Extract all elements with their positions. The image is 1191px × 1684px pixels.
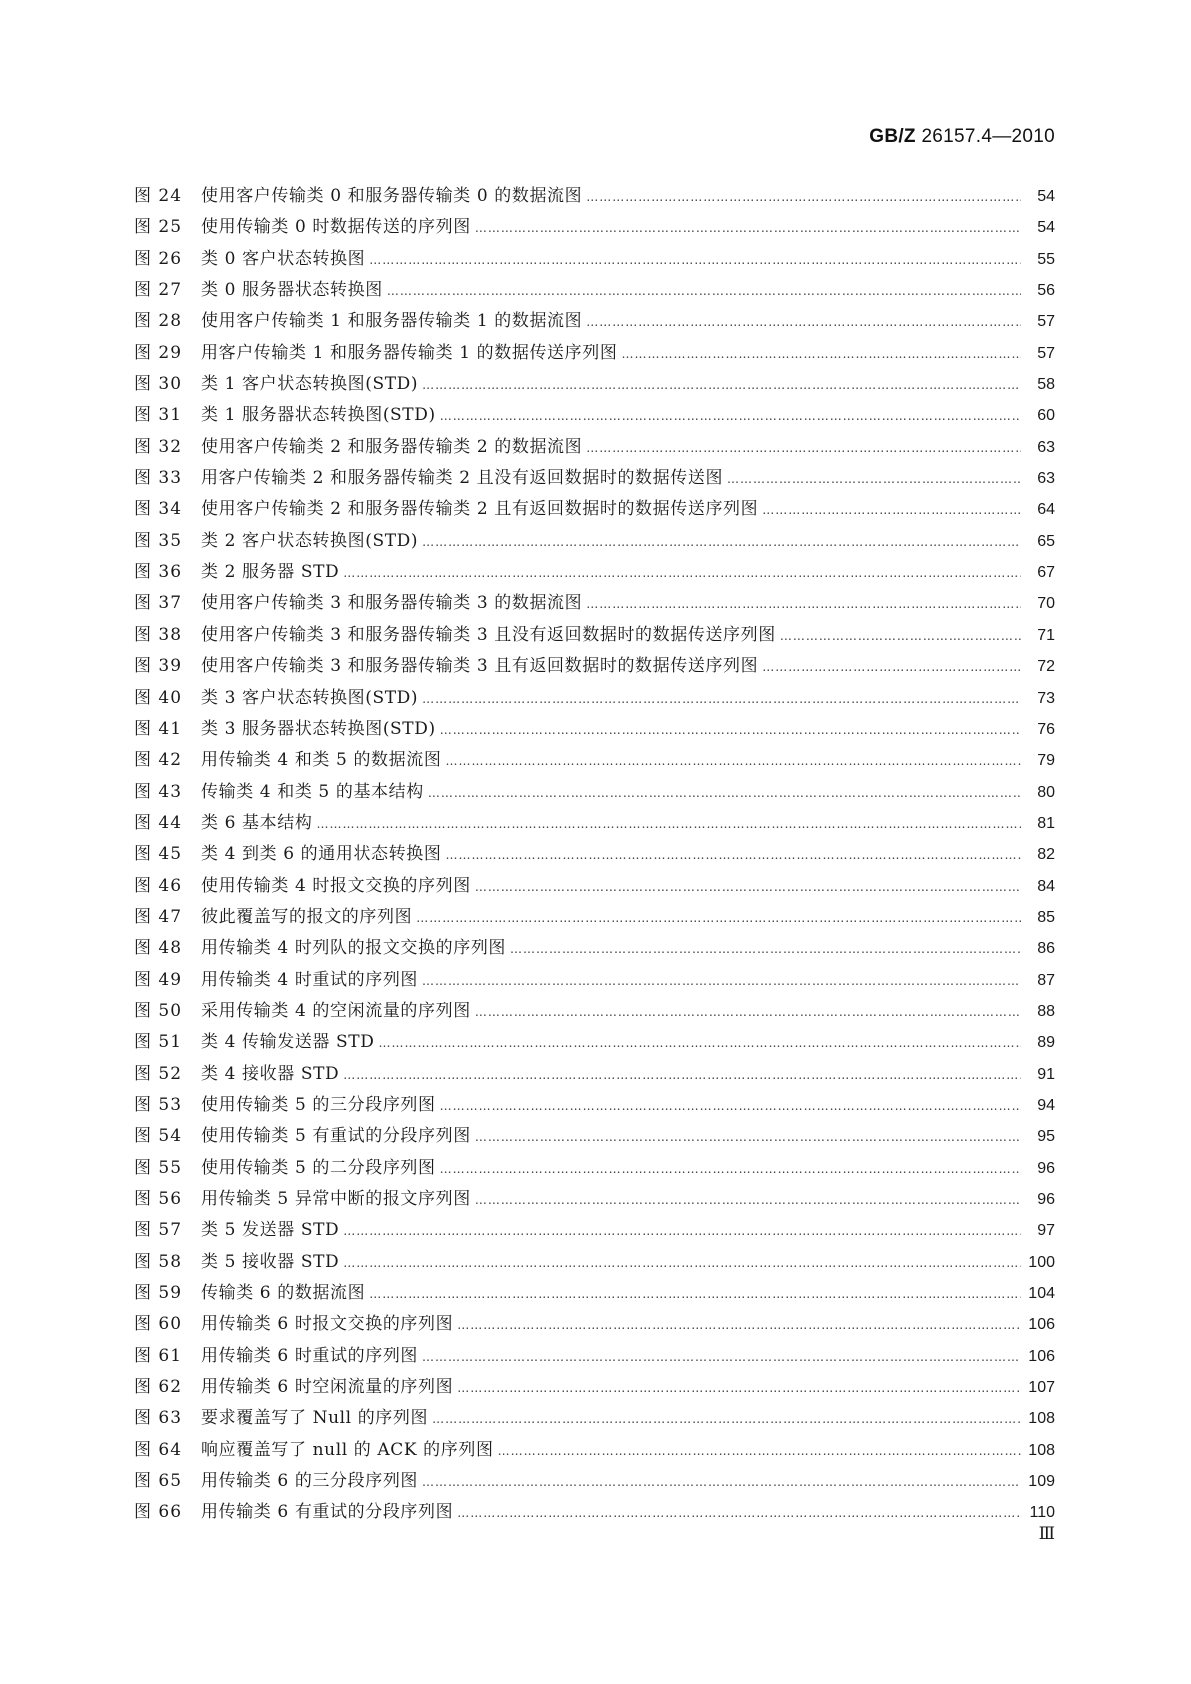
toc-entry[interactable] <box>134 933 1055 964</box>
page-number: 96 <box>1037 1159 1055 1177</box>
figure-title: 用客户传输类 1 和服务器传输类 1 的数据传送序列图 <box>201 342 618 363</box>
page-number: 71 <box>1037 626 1055 644</box>
leader-dots <box>432 1404 1021 1435</box>
figure-number: 图 30 <box>134 374 183 395</box>
leader-dots <box>457 1310 1021 1341</box>
leader-dots <box>422 1342 1021 1373</box>
leader-dots <box>440 1154 1021 1185</box>
standard-prefix: GB/Z <box>869 126 916 147</box>
leader-dots <box>475 997 1021 1028</box>
figure-title: 用传输类 4 和类 5 的数据流图 <box>201 750 442 771</box>
figure-number: 图 24 <box>134 186 183 206</box>
page-number: 76 <box>1037 720 1055 738</box>
toc-entry[interactable] <box>134 902 1055 933</box>
figure-number: 图 66 <box>134 1502 183 1523</box>
toc-entry[interactable] <box>134 683 1055 714</box>
figure-title: 使用客户传输类 2 和服务器传输类 2 的数据流图 <box>201 436 583 457</box>
figure-title: 用传输类 5 异常中断的报文序列图 <box>201 1189 471 1209</box>
page-number: 70 <box>1037 595 1055 613</box>
figure-number: 图 61 <box>134 1345 183 1366</box>
figure-number: 图 32 <box>134 436 183 457</box>
toc-entry[interactable] <box>134 1059 1055 1090</box>
page-number: 109 <box>1028 1473 1055 1491</box>
toc-entry[interactable] <box>134 996 1055 1027</box>
figure-title: 类 0 客户状态转换图 <box>201 248 366 269</box>
page-number: 106 <box>1028 1347 1055 1365</box>
figure-title: 类 2 客户状态转换图(STD) <box>201 530 419 551</box>
standard-code <box>869 126 1055 148</box>
figure-title: 类 0 服务器状态转换图 <box>201 280 383 301</box>
page-number: 85 <box>1037 908 1055 926</box>
figure-number: 图 53 <box>134 1094 183 1115</box>
figure-number: 图 27 <box>134 280 183 301</box>
page-number: 86 <box>1037 940 1055 958</box>
leader-dots <box>428 778 1021 809</box>
leader-dots <box>387 276 1021 307</box>
figure-title: 使用客户传输类 0 和服务器传输类 0 的数据流图 <box>201 186 583 206</box>
toc-entry[interactable] <box>134 526 1055 557</box>
toc-entry[interactable] <box>134 338 1055 369</box>
figure-title: 用传输类 6 时重试的序列图 <box>201 1345 419 1366</box>
page-number: 57 <box>1037 313 1055 331</box>
page-number: 100 <box>1028 1253 1055 1271</box>
figure-number: 图 62 <box>134 1377 183 1398</box>
figure-number: 图 43 <box>134 781 183 802</box>
page-number: 57 <box>1037 344 1055 362</box>
page-number: 108 <box>1028 1441 1055 1459</box>
leader-dots <box>457 1373 1021 1404</box>
figure-title: 使用客户传输类 3 和服务器传输类 3 且有返回数据时的数据传送序列图 <box>201 656 759 677</box>
figure-number: 图 26 <box>134 248 183 269</box>
figure-number: 图 38 <box>134 624 183 645</box>
figure-title: 使用传输类 5 的三分段序列图 <box>201 1094 436 1115</box>
figure-number: 图 34 <box>134 499 183 520</box>
figure-title: 传输类 4 和类 5 的基本结构 <box>201 781 424 802</box>
figure-title: 使用客户传输类 2 和服务器传输类 2 且有返回数据时的数据传送序列图 <box>201 499 759 520</box>
page-number: 89 <box>1037 1034 1055 1052</box>
toc-entry[interactable] <box>134 651 1055 682</box>
toc-entry[interactable] <box>134 1184 1055 1215</box>
leader-dots <box>445 840 1021 871</box>
leader-dots <box>445 746 1021 777</box>
toc-entry[interactable] <box>134 588 1055 619</box>
figure-number: 图 33 <box>134 468 183 489</box>
figure-title: 类 3 客户状态转换图(STD) <box>201 687 419 708</box>
page-number: 95 <box>1037 1128 1055 1146</box>
figure-title: 类 5 接收器 STD <box>201 1251 340 1272</box>
toc-entry[interactable] <box>134 306 1055 337</box>
page-number-roman: Ⅲ <box>1038 1524 1055 1543</box>
figure-number: 图 51 <box>134 1032 183 1053</box>
leader-dots <box>316 809 1021 840</box>
toc-entry[interactable] <box>134 714 1055 745</box>
figure-number: 图 65 <box>134 1471 183 1492</box>
figure-number: 图 57 <box>134 1220 183 1241</box>
figure-number: 图 49 <box>134 969 183 990</box>
figure-number: 图 55 <box>134 1157 183 1178</box>
page-number: 65 <box>1037 532 1055 550</box>
leader-dots <box>378 1028 1021 1059</box>
figure-number: 图 28 <box>134 311 183 332</box>
figure-title: 使用传输类 5 的二分段序列图 <box>201 1157 436 1178</box>
leader-dots <box>440 1091 1021 1122</box>
figure-title: 彼此覆盖写的报文的序列图 <box>201 906 413 927</box>
page-number: 106 <box>1028 1316 1055 1334</box>
figure-number: 图 63 <box>134 1408 183 1429</box>
page-number: 60 <box>1037 407 1055 425</box>
figure-number: 图 37 <box>134 593 183 614</box>
figure-title: 类 2 服务器 STD <box>201 562 340 583</box>
figure-title: 用传输类 6 时空闲流量的序列图 <box>201 1377 454 1398</box>
page-number: 54 <box>1037 219 1055 237</box>
table-of-figures <box>134 181 1055 1529</box>
toc-entry[interactable] <box>134 1466 1055 1497</box>
leader-dots <box>475 1122 1021 1153</box>
toc-entry[interactable] <box>134 1497 1055 1528</box>
figure-title: 要求覆盖写了 Null 的序列图 <box>201 1408 429 1429</box>
figure-title: 类 4 到类 6 的通用状态转换图 <box>201 844 442 865</box>
toc-entry[interactable] <box>134 1153 1055 1184</box>
figure-title: 传输类 6 的数据流图 <box>201 1283 366 1304</box>
toc-entry[interactable] <box>134 1309 1055 1340</box>
toc-entry[interactable] <box>134 1435 1055 1466</box>
leader-dots <box>727 464 1021 495</box>
page-number: 107 <box>1028 1379 1055 1397</box>
figure-title: 使用客户传输类 1 和服务器传输类 1 的数据流图 <box>201 311 583 332</box>
figure-title: 类 4 传输发送器 STD <box>201 1032 375 1053</box>
figure-title: 使用传输类 5 有重试的分段序列图 <box>201 1126 471 1147</box>
page-number: 73 <box>1037 689 1055 707</box>
leader-dots <box>343 1248 1021 1279</box>
toc-entry[interactable] <box>134 1278 1055 1309</box>
figure-number: 图 54 <box>134 1126 183 1147</box>
figure-title: 用客户传输类 2 和服务器传输类 2 且没有返回数据时的数据传送图 <box>201 468 724 489</box>
figure-title: 类 4 接收器 STD <box>201 1063 340 1084</box>
page-number: 72 <box>1037 658 1055 676</box>
page-number: 97 <box>1037 1222 1055 1240</box>
leader-dots <box>440 715 1021 746</box>
figure-title: 用传输类 4 时重试的序列图 <box>201 969 419 990</box>
figure-number: 图 41 <box>134 718 183 739</box>
figure-title: 响应覆盖写了 null 的 ACK 的序列图 <box>201 1439 494 1460</box>
leader-dots <box>762 652 1021 683</box>
toc-entry[interactable] <box>134 275 1055 306</box>
leader-dots <box>475 872 1021 903</box>
page-number: 88 <box>1037 1002 1055 1020</box>
page-number: 58 <box>1037 376 1055 394</box>
leader-dots <box>422 370 1021 401</box>
toc-entry[interactable] <box>134 1372 1055 1403</box>
toc-entry[interactable] <box>134 1090 1055 1121</box>
leader-dots <box>369 245 1021 276</box>
page-number: 104 <box>1028 1285 1055 1303</box>
figure-title: 使用客户传输类 3 和服务器传输类 3 且没有返回数据时的数据传送序列图 <box>201 624 776 645</box>
leader-dots <box>343 558 1021 589</box>
figure-number: 图 59 <box>134 1283 183 1304</box>
toc-entry[interactable] <box>134 1121 1055 1152</box>
toc-entry[interactable] <box>134 432 1055 463</box>
page-number: 81 <box>1037 814 1055 832</box>
figure-number: 图 46 <box>134 875 183 896</box>
toc-entry[interactable] <box>134 463 1055 494</box>
figure-title: 使用传输类 0 时数据传送的序列图 <box>201 217 471 238</box>
figure-title: 类 5 发送器 STD <box>201 1220 340 1241</box>
toc-entry[interactable] <box>134 557 1055 588</box>
page-number: 84 <box>1037 877 1055 895</box>
toc-entry[interactable] <box>134 181 1055 212</box>
leader-dots <box>440 401 1021 432</box>
figure-number: 图 29 <box>134 342 183 363</box>
page-number: 91 <box>1037 1065 1055 1083</box>
figure-number: 图 47 <box>134 906 183 927</box>
leader-dots <box>475 1185 1021 1216</box>
figure-number: 图 25 <box>134 217 183 238</box>
figure-number: 图 36 <box>134 562 183 583</box>
leader-dots <box>498 1436 1021 1467</box>
figure-number: 图 50 <box>134 1000 183 1021</box>
toc-entry[interactable] <box>134 1027 1055 1058</box>
figure-title: 用传输类 6 时报文交换的序列图 <box>201 1314 454 1335</box>
leader-dots <box>762 495 1021 526</box>
figure-number: 图 60 <box>134 1314 183 1335</box>
figure-number: 图 64 <box>134 1439 183 1460</box>
leader-dots <box>586 182 1021 213</box>
page-number: 80 <box>1037 783 1055 801</box>
leader-dots <box>475 213 1021 244</box>
figure-title: 用传输类 4 时列队的报文交换的序列图 <box>201 938 507 959</box>
figure-number: 图 39 <box>134 656 183 677</box>
figure-title: 使用客户传输类 3 和服务器传输类 3 的数据流图 <box>201 593 583 614</box>
leader-dots <box>586 433 1021 464</box>
leader-dots <box>422 527 1021 558</box>
standard-number: 26157.4—2010 <box>921 126 1055 147</box>
figure-number: 图 42 <box>134 750 183 771</box>
page-number: 63 <box>1037 438 1055 456</box>
figure-title: 类 1 客户状态转换图(STD) <box>201 374 419 395</box>
leader-dots <box>343 1216 1021 1247</box>
toc-entry[interactable] <box>134 745 1055 776</box>
figure-title: 采用传输类 4 的空闲流量的序列图 <box>201 1000 471 1021</box>
toc-entry[interactable] <box>134 400 1055 431</box>
leader-dots <box>422 1467 1021 1498</box>
figure-number: 图 44 <box>134 812 183 833</box>
toc-entry[interactable] <box>134 777 1055 808</box>
page-number: 108 <box>1028 1410 1055 1428</box>
figure-number: 图 52 <box>134 1063 183 1084</box>
figure-number: 图 40 <box>134 687 183 708</box>
page-number: 87 <box>1037 971 1055 989</box>
figure-number: 图 58 <box>134 1251 183 1272</box>
figure-number: 图 48 <box>134 938 183 959</box>
figure-number: 图 45 <box>134 844 183 865</box>
leader-dots <box>586 307 1021 338</box>
leader-dots <box>343 1060 1021 1091</box>
toc-entry[interactable] <box>134 1215 1055 1246</box>
leader-dots <box>416 903 1021 934</box>
page-number: 110 <box>1029 1504 1055 1522</box>
toc-entry[interactable] <box>134 1341 1055 1372</box>
toc-entry[interactable] <box>134 871 1055 902</box>
toc-entry[interactable] <box>134 808 1055 839</box>
toc-entry[interactable] <box>134 244 1055 275</box>
toc-entry[interactable] <box>134 1403 1055 1434</box>
page-number: 54 <box>1037 188 1055 205</box>
page-number: 56 <box>1037 282 1055 300</box>
figure-title: 用传输类 6 有重试的分段序列图 <box>201 1502 454 1523</box>
leader-dots <box>510 934 1021 965</box>
figure-title: 用传输类 6 的三分段序列图 <box>201 1471 419 1492</box>
leader-dots <box>780 621 1021 652</box>
page-number: 94 <box>1037 1096 1055 1114</box>
page-number: 63 <box>1037 470 1055 488</box>
leader-dots <box>621 339 1021 370</box>
toc-entry[interactable] <box>134 1247 1055 1278</box>
figure-title: 类 6 基本结构 <box>201 812 313 833</box>
page-number: 55 <box>1037 250 1055 268</box>
leader-dots <box>422 684 1021 715</box>
page-number: 96 <box>1037 1191 1055 1208</box>
figure-title: 类 1 服务器状态转换图(STD) <box>201 405 436 426</box>
toc-entry[interactable] <box>134 369 1055 400</box>
page-number: 67 <box>1037 564 1055 582</box>
leader-dots <box>586 589 1021 620</box>
page-number: 82 <box>1037 846 1055 864</box>
toc-entry[interactable] <box>134 965 1055 996</box>
toc-entry[interactable] <box>134 839 1055 870</box>
toc-entry[interactable] <box>134 494 1055 525</box>
leader-dots <box>369 1279 1021 1310</box>
leader-dots <box>457 1498 1021 1529</box>
figure-number: 图 35 <box>134 530 183 551</box>
page-number: 64 <box>1037 501 1055 519</box>
figure-title: 使用传输类 4 时报文交换的序列图 <box>201 875 471 896</box>
toc-entry[interactable] <box>134 212 1055 243</box>
figure-number: 图 56 <box>134 1189 183 1209</box>
figure-title: 类 3 服务器状态转换图(STD) <box>201 718 436 739</box>
toc-entry[interactable] <box>134 620 1055 651</box>
figure-number: 图 31 <box>134 405 183 426</box>
leader-dots <box>422 966 1021 997</box>
page-number: 79 <box>1037 752 1055 770</box>
